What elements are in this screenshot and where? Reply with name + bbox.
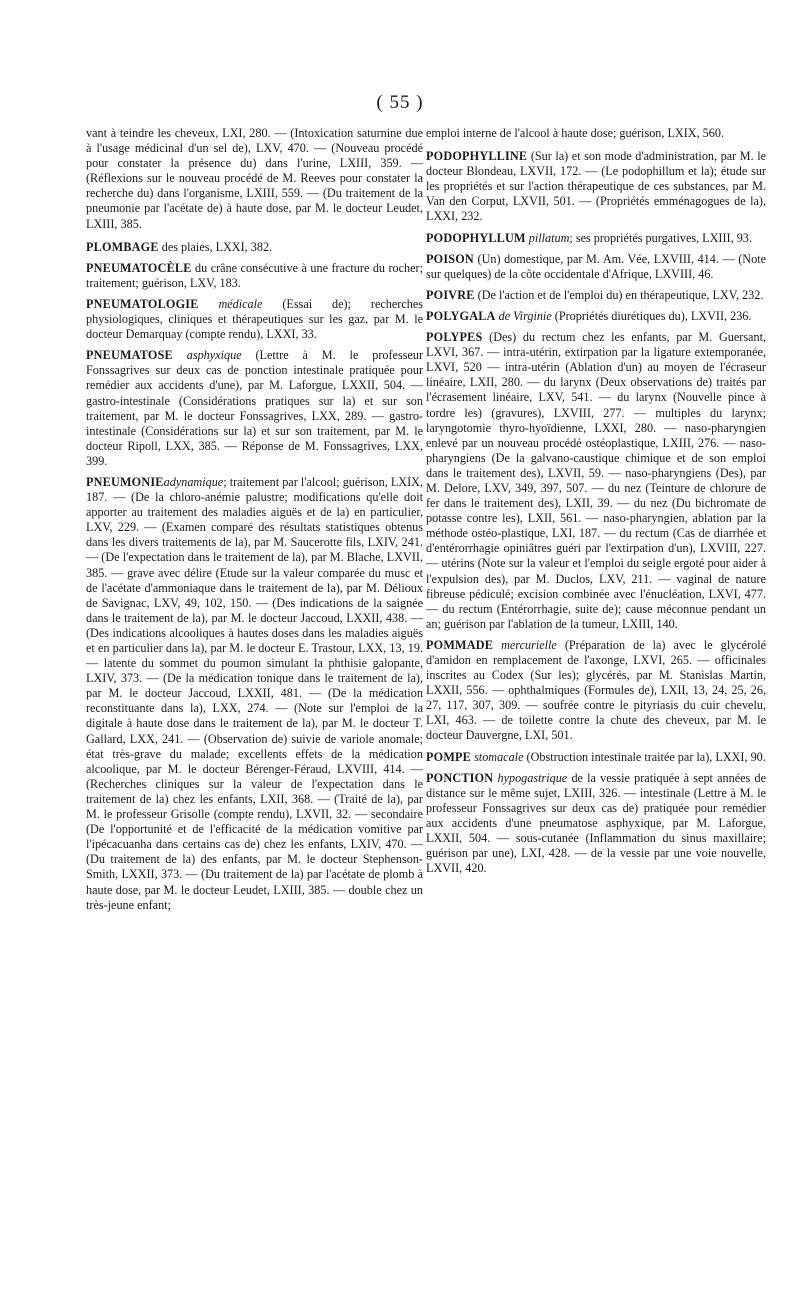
- entry-qualifier: hypogastrique: [493, 770, 568, 785]
- index-entry: [86, 261, 423, 291]
- entry-text: du crâne consécutive à une fracture du rocher; traitement; guérison, LXV, 183.: [86, 260, 423, 290]
- entry-headword: PNEUMONIE: [86, 474, 164, 489]
- entry-text: (Lettre à M. le professeur Fonssagrives sur deux cas de ponction intestinale pratiquée pour remédier aux accidents d'une), par M. Laforgue, LXXII, 504. — gastro-intestinale (Considérations pratiques sur la) et sur son traitement, par M. le docteur Fonssagrives, LXX, 289. — gastro-intestinale (Considérations sur la) et sur son traitement, par M. le docteur Ripoll, LXX, 385. — Réponse de M. Fonssagrives, LXX, 399.: [86, 348, 423, 468]
- index-entry: [426, 231, 766, 246]
- index-entry: [426, 252, 766, 282]
- entry-text: (Propriétés diurétiques du), LXVII, 236.: [551, 308, 752, 323]
- index-entry: [426, 288, 766, 303]
- continuation-text: emploi interne de l'alcool à haute dose; guérison, LXIX, 560.: [426, 126, 724, 140]
- index-column-right: [426, 126, 766, 882]
- entry-headword: POISON: [426, 251, 474, 266]
- entry-headword: PODOPHYLLUM: [426, 230, 526, 245]
- entry-text: (Préparation de la) avec le glycérolé d'amidon en remplacement de l'axonge, LXVI, 265. — officinales inscrites au Codex (Sur les); glycérés, par M. Stanislas Martin, LXXII, 556. — ophthalmiques (Formules de), LXII, 13, 24, 25, 26, 27, 117, 307, 309. — soufrée contre le pityriasis du cuir chevelu, LXI, 463. — de toilette contre la chute des cheveux, par M. le docteur Dauvergne, LXI, 501.: [426, 637, 766, 743]
- index-entry: [86, 240, 423, 255]
- index-entry: [426, 771, 766, 877]
- entry-text: (Un) domestique, par M. Am. Vée, LXVIII, 414. — (Note sur quelques) de la côte occidentale d'Afrique, LXVIII, 46.: [426, 251, 766, 281]
- index-entry: [426, 638, 766, 744]
- entry-headword: PNEUMATOSE: [86, 348, 173, 363]
- index-entry: [86, 348, 423, 469]
- continuation-text: vant à teindre les cheveux, LXI, 280. — (Intoxication saturnine due à l'usage médicinal d'un sel de), LXV, 470. — (Nouveau procédé pour constater la présence du) dans l'urine, LXIII, 359. — (Réflexions sur le nouveau procédé de M. Reeves pour constater la recherche du) dans l'organisme, LXIII, 559. — (Du traitement de la pneumonie par l'acétate de) à haute dose, par M. le docteur Leudet, LXIII, 385.: [86, 126, 423, 231]
- entry-headword: PNEUMATOCÈLE: [86, 260, 192, 275]
- entry-headword: POLYPES: [426, 330, 483, 345]
- index-entry: [86, 475, 423, 913]
- entry-headword: PNEUMATOLOGIE: [86, 296, 199, 311]
- entry-text: (Essai de); recherches physiologiques, cliniques et thérapeutiques sur les gaz, par M. le docteur Demarquay (compte rendu), LXXI, 33.: [86, 296, 423, 342]
- entry-text: de la vessie pratiquée à sept années de distance sur le même sujet, LXIII, 326. — intestinale (Lettre à M. le professeur Fonssagrives sur deux cas de) pratiquée pour remédier aux accidents d'une pneumatose asphyxique, par M. Laforgue, LXXII, 504. — sous-cutanée (Inflammation du sinus maxillaire; guérison par une), LXI, 428. — de la vessie par une voie nouvelle, LXVII, 420.: [426, 770, 766, 876]
- entry-qualifier: asphyxique: [172, 348, 242, 363]
- entry-text: (Sur la) et son mode d'administration, par M. le docteur Blondeau, LXVII, 172. — (Le podophillum et la); étude sur les propriétés et sur l'action thérapeutique de ces substances, par M. Van den Corput, LXVII, 501. — (Propriétés emménagogues de la), LXXI, 232.: [426, 149, 766, 224]
- entry-qualifier: mercurielle: [493, 637, 557, 652]
- entry-text: ; ses propriétés purgatives, LXIII, 93.: [569, 230, 752, 245]
- entry-headword: PLOMBAGE: [86, 239, 159, 254]
- entry-text: (De l'action et de l'emploi du) en thérapeutique, LXV, 232.: [474, 287, 764, 302]
- entry-headword: PODOPHYLLINE: [426, 149, 528, 164]
- entry-qualifier: médicale: [198, 296, 263, 311]
- entry-headword: POIVRE: [426, 287, 475, 302]
- index-entry: [426, 330, 766, 632]
- index-entry: [426, 149, 766, 224]
- entry-text: des plaies, LXXI, 382.: [158, 239, 273, 254]
- entry-qualifier: de Virginie: [495, 308, 552, 323]
- entry-qualifier: pillatum: [525, 230, 570, 245]
- index-entry: [426, 750, 766, 765]
- index-entry: [86, 297, 423, 342]
- entry-text: (Obstruction intestinale traitée par la), LXXI, 90.: [523, 749, 766, 764]
- entry-qualifier: stomacale: [471, 749, 524, 764]
- entry-headword: POLYGALA: [426, 308, 496, 323]
- index-column-left: [86, 126, 423, 919]
- entry-headword: POMPE: [426, 749, 472, 764]
- entry-headword: POMMADE: [426, 637, 494, 652]
- entry-headword: PONCTION: [426, 770, 494, 785]
- entry-text: ; traitement par l'alcool; guérison, LXIX, 187. — (De la chloro-anémie palustre; modifications qu'elle doit apporter au traitement des maladies aiguës et de la) en particulier, LXV, 229. — (Examen comparé des résultats statistiques obtenus dans les divers traitements de la), par M. Saucerotte fils, LXIV, 241. — (De l'expectation dans le traitement de la), par M. Blache, LXVII, 385. — grave avec délire (Etude sur la valeur comparée du musc et de l'acétate d'ammoniaque dans le traitement de la), par M. Délioux de Savignac, LXV, 49, 102, 150. — (Des indications de la saignée dans le traitement de la), par M. le docteur Jaccoud, LXXII, 438. — (Des indications alcooliques à hautes doses dans les maladies aiguës et en particulier dans la), par M. le docteur E. Trastour, LXX, 13, 19. — latente du sommet du poumon simulant la phthisie galopante, LXIV, 373. — (De la médication tonique dans le traitement de la), par M. le docteur Jaccoud, LXXII, 481. — (De la médication reconstituante dans la), LXX, 274. — (Note sur l'emploi de la digitale à haute dose dans le traitement de la), par M. le docteur T. Gallard, LXX, 241. — (Observation de) suivie de variole anomale; état très-grave du malade; excellents effets de la médication alcoolique, par M. le docteur Bérenger-Féraud, LXVIII, 414. — (Recherches cliniques sur la valeur de l'expectation dans le traitement de la) chez les enfants, LXII, 368. — (Traité de la), par M. le professeur Grisolle (compte rendu), LXVII, 32. — secondaire (De l'opportunité et de l'efficacité de la médication vomitive par l'ipécacuanha dans certains cas de) chez les enfants, LXIV, 470. — (Du traitement de la) des enfants, par M. le docteur Stephenson-Smith, LXXII, 373. — (Du traitement de la) par l'acétate de plomb à haute dose, par M. le docteur Leudet, LXIII, 385. — double chez un très-jeune enfant;: [86, 474, 423, 912]
- page-number: ( 55 ): [376, 92, 424, 113]
- entry-text: (Des) du rectum chez les enfants, par M. Guersant, LXVI, 367. — intra-utérin, extirpation par la ligature extemporanée, LXVI, 520 — intra-utérin (Ablation d'un) au moyen de l'écraseur linéaire, LXII, 280. — du larynx (Deux observations de) traités par l'écrasement linéaire, LXV, 541. — du larynx (Nouvelle pince à tordre les) (gravures), LXVIII, 277. — multiples du larynx; laryngotomie thyro-hyoïdienne, LXXI, 280. — naso-pharyngien enlevé par un nouveau procédé ostéoplastique, LXIII, 276. — naso-pharyngiens (De la galvano-caustique chimique et de son emploi dans le traitement des), LXVII, 59. — naso-pharyngiens (Des), par M. Delore, LXV, 349, 397, 507. — du nez (Teinture de chlorure de fer dans le traitement des), LXII, 39. — du nez (Du bichromate de potasse contre les), LXII, 561. — naso-pharyngien, ablation par la méthode ostéo-plastique, LXI, 187. — du rectum (Cas de diarrhée et d'entérorrhagie opiniâtres guéri par l'extirpation d'un), LXVIII, 227. — utérins (Note sur la valeur et l'emploi du seigle ergoté pour aider à l'expulsion des), par M. Duclos, LXV, 211. — vaginal de nature fibreuse pédiculé; excision combinée avec l'énucléation, LXVI, 477. — du rectum (Entérorrhagie, suite de); cause méconnue pendant un an; guérison par l'ablation de la tumeur, LXIII, 140.: [426, 330, 766, 631]
- entry-qualifier: adynamique: [163, 474, 224, 489]
- index-entry: [426, 309, 766, 324]
